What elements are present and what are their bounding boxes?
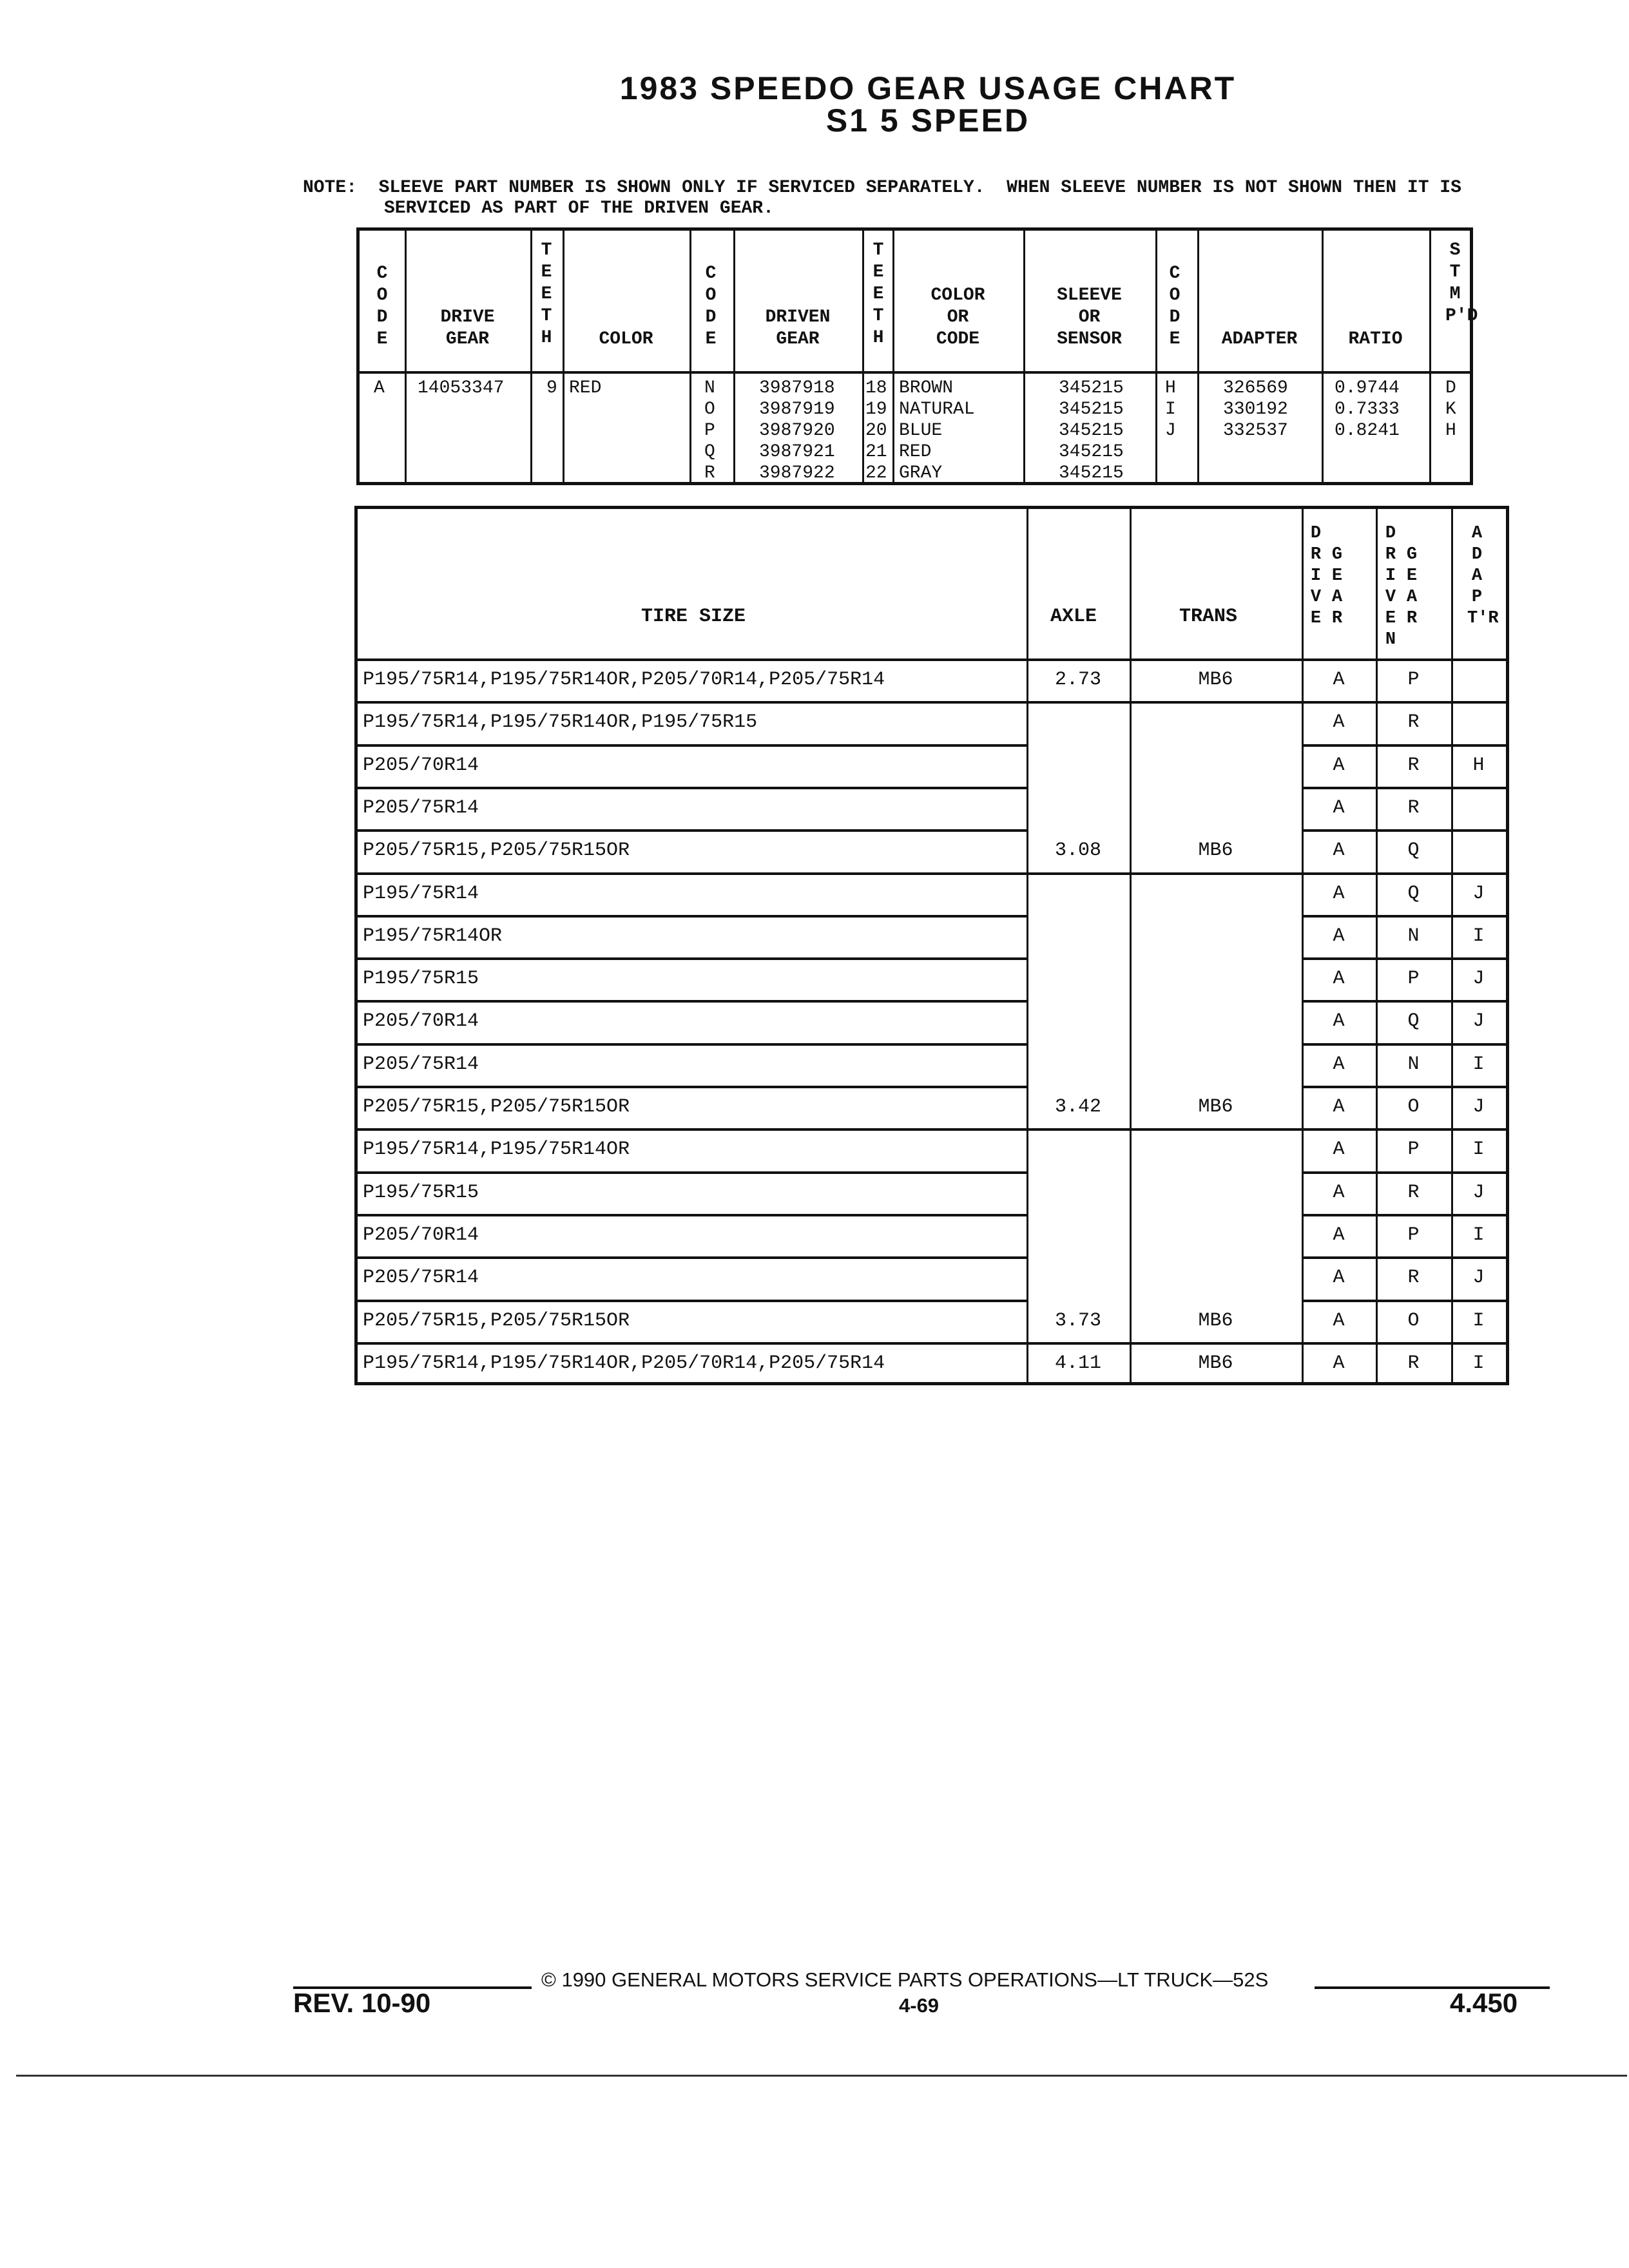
header-driven-gear-b: GEAR xyxy=(1406,545,1418,628)
adapters: 326569 330192 332537 xyxy=(1223,378,1288,441)
trans-cell: MB6 xyxy=(1198,1309,1233,1332)
tire-size-cell: P195/75R15 xyxy=(363,1181,479,1204)
drive-teeth: 9 xyxy=(546,378,557,398)
adapter-codes: H I J xyxy=(1165,378,1176,441)
page-title: 1983 SPEEDO GEAR USAGE CHART xyxy=(619,70,1237,106)
driven-gear-cell: R xyxy=(1407,796,1420,819)
note-line-2: SERVICED AS PART OF THE DRIVEN GEAR. xyxy=(384,198,774,218)
page-subtitle: S1 5 SPEED xyxy=(825,102,1030,139)
driven-gear-cell: R xyxy=(1407,1352,1420,1374)
drive-color: RED xyxy=(569,378,602,398)
drive-gear-cell: A xyxy=(1333,1309,1345,1332)
trans-cell: MB6 xyxy=(1198,1352,1233,1374)
tire-size-cell: P205/75R14 xyxy=(363,1267,479,1289)
note xyxy=(303,178,1461,219)
axle-cell: 3.42 xyxy=(1054,1096,1101,1118)
drive-gear-cell: A xyxy=(1333,1224,1345,1246)
header-drive-gear-b: GEAR xyxy=(1331,545,1343,628)
footer-section-number: 4.450 xyxy=(1450,1988,1518,2018)
driven-gear-cell: P xyxy=(1407,1139,1420,1161)
header-driven-gear-a: DRIVEN xyxy=(1385,524,1396,649)
tire-size-cell: P205/70R14 xyxy=(363,754,479,776)
driven-gear-cell: O xyxy=(1407,1096,1420,1118)
drive-gear-cell: A xyxy=(1333,1010,1345,1033)
adapter-cell: I xyxy=(1472,1139,1485,1161)
header-adapter: ADAPT'R xyxy=(1467,524,1499,628)
footer-page-number: 4-69 xyxy=(899,1994,940,2017)
tire-size-cell: P195/75R14,P195/75R14OR,P195/75R15 xyxy=(363,711,758,734)
footer-copyright: © 1990 GENERAL MOTORS SERVICE PARTS OPERATIONS—LT TRUCK—52S xyxy=(541,1968,1269,1991)
tire-size-cell: P205/70R14 xyxy=(363,1010,479,1033)
gear-table xyxy=(356,227,1478,485)
driven-gear-cell: N xyxy=(1407,1053,1420,1075)
adapter-cell: J xyxy=(1472,968,1485,990)
drive-code: A xyxy=(374,378,385,398)
drive-gear-cell: A xyxy=(1333,1139,1345,1161)
drive-gear-cell: A xyxy=(1333,840,1345,862)
stamped: D K H xyxy=(1445,378,1456,441)
adapter-cell: I xyxy=(1472,1309,1485,1332)
drive-gear-cell: A xyxy=(1333,754,1345,776)
driven-gear-cell: Q xyxy=(1407,840,1420,862)
header-teeth: TEETH xyxy=(541,240,552,348)
header-adapter: ADAPTER xyxy=(1221,329,1298,349)
axle-cell: 2.73 xyxy=(1054,669,1101,691)
adapter-cell: I xyxy=(1472,1224,1485,1246)
adapter-cell: I xyxy=(1472,925,1485,947)
driven-colors: BROWN NATURAL BLUE RED GRAY xyxy=(899,378,975,483)
header-stmpd: STMP'D xyxy=(1445,240,1478,326)
tire-size-cell: P205/75R15,P205/75R15OR xyxy=(363,840,630,862)
drive-gear-cell: A xyxy=(1333,1096,1345,1118)
drive-gear-cell: A xyxy=(1333,968,1345,990)
trans-cell: MB6 xyxy=(1198,669,1233,691)
header-tire-size: TIRE SIZE xyxy=(641,606,746,628)
drive-gear-cell: A xyxy=(1333,925,1345,947)
drive-gear-cell: A xyxy=(1333,1352,1345,1374)
driven-gear-cell: P xyxy=(1407,968,1420,990)
header-drive-gear: DRIVE GEAR xyxy=(440,307,495,349)
driven-gear-cell: Q xyxy=(1407,882,1420,905)
axle-cell: 3.08 xyxy=(1054,840,1101,862)
tire-size-cell: P205/75R15,P205/75R15OR xyxy=(363,1096,630,1118)
sleeves: 345215 345215 345215 345215 345215 xyxy=(1059,378,1124,483)
drive-gear-cell: A xyxy=(1333,882,1345,905)
header-axle: AXLE xyxy=(1050,606,1097,628)
trans-cell: MB6 xyxy=(1198,840,1233,862)
axle-cell: 4.11 xyxy=(1054,1352,1101,1374)
adapter-cell: J xyxy=(1472,1267,1485,1289)
driven-gear-cell: O xyxy=(1407,1309,1420,1332)
footer-revision: REV. 10-90 xyxy=(293,1988,431,2018)
trans-cell: MB6 xyxy=(1198,1096,1233,1118)
driven-gear-cell: R xyxy=(1407,754,1420,776)
tire-size-cell: P195/75R14 xyxy=(363,882,479,905)
driven-gear-cell: R xyxy=(1407,711,1420,734)
driven-gear-cell: N xyxy=(1407,925,1420,947)
adapter-cell: H xyxy=(1472,754,1485,776)
adapter-cell: J xyxy=(1472,882,1485,905)
ratios: 0.9744 0.7333 0.8241 xyxy=(1335,378,1400,441)
driven-codes: N O P Q R xyxy=(704,378,715,483)
header-driven-gear: DRIVEN GEAR xyxy=(765,307,831,349)
tire-size-cell: P195/75R14,P195/75R14OR,P205/70R14,P205/75R14 xyxy=(363,1352,885,1374)
tire-size-cell: P205/75R15,P205/75R15OR xyxy=(363,1309,630,1332)
adapter-cell: I xyxy=(1472,1053,1485,1075)
adapter-cell: J xyxy=(1472,1181,1485,1204)
tire-size-cell: P205/75R14 xyxy=(363,796,479,819)
header-color: COLOR xyxy=(599,329,653,349)
driven-gear-cell: Q xyxy=(1407,1010,1420,1033)
header-ratio: RATIO xyxy=(1348,329,1403,349)
drive-gear-cell: A xyxy=(1333,1053,1345,1075)
header-trans: TRANS xyxy=(1179,606,1238,628)
tire-size-cell: P205/70R14 xyxy=(363,1224,479,1246)
tire-size-cell: P195/75R14OR xyxy=(363,925,503,947)
header-color-or-code: COLOR OR CODE xyxy=(930,285,985,349)
driven-gears: 3987918 3987919 3987920 3987921 3987922 xyxy=(759,378,835,483)
tire-size-cell: P195/75R15 xyxy=(363,968,479,990)
driven-gear-cell: R xyxy=(1407,1181,1420,1204)
header-code-2: CODE xyxy=(705,264,717,349)
drive-gear-cell: A xyxy=(1333,1267,1345,1289)
driven-teeth: 18 19 20 21 22 xyxy=(865,378,887,483)
header-teeth-2: TEETH xyxy=(872,240,884,348)
usage-table xyxy=(354,506,1509,1385)
note-label: NOTE: xyxy=(303,178,358,198)
header-drive-gear-a: DRIVE xyxy=(1310,524,1322,628)
tire-size-cell: P205/75R14 xyxy=(363,1053,479,1075)
adapter-cell: J xyxy=(1472,1096,1485,1118)
tire-size-cell: P195/75R14,P195/75R14OR xyxy=(363,1139,630,1161)
driven-gear-cell: P xyxy=(1407,1224,1420,1246)
drive-gear: 14053347 xyxy=(418,378,505,398)
header-code: CODE xyxy=(376,264,388,349)
adapter-cell: I xyxy=(1472,1352,1485,1374)
header-sleeve-or-sensor: SLEEVE OR SENSOR xyxy=(1057,285,1122,349)
drive-gear-cell: A xyxy=(1333,1181,1345,1204)
driven-gear-cell: P xyxy=(1407,669,1420,691)
tire-size-cell: P195/75R14,P195/75R14OR,P205/70R14,P205/75R14 xyxy=(363,669,885,691)
driven-gear-cell: R xyxy=(1407,1267,1420,1289)
axle-cell: 3.73 xyxy=(1054,1309,1101,1332)
drive-gear-cell: A xyxy=(1333,669,1345,691)
note-line-1: SLEEVE PART NUMBER IS SHOWN ONLY IF SERVICED SEPARATELY. WHEN SLEEVE NUMBER IS NOT SHOWN THEN IT IS xyxy=(378,178,1461,198)
drive-gear-cell: A xyxy=(1333,796,1345,819)
adapter-cell: J xyxy=(1472,1010,1485,1033)
header-code-3: CODE xyxy=(1169,264,1181,349)
drive-gear-cell: A xyxy=(1333,711,1345,734)
